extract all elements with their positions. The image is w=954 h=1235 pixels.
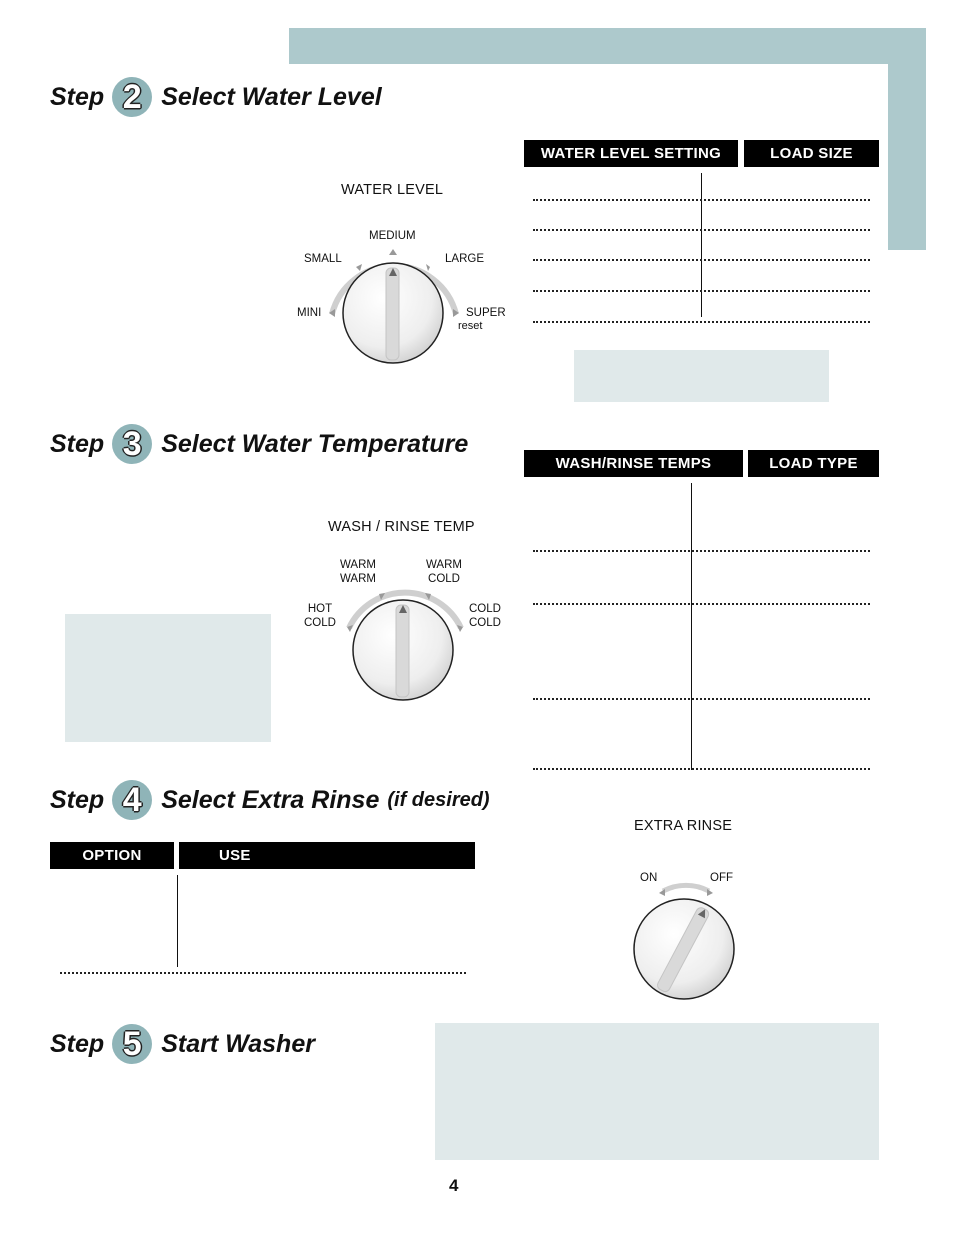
water-level-setting-header: WATER LEVEL SETTING [524, 140, 738, 167]
water-level-large-label: LARGE [445, 253, 484, 265]
step3-title: Select Water Temperature [161, 429, 469, 458]
water-table-row-line [533, 290, 870, 292]
extra-rinse-on-label: ON [640, 872, 658, 884]
water-table-row-line [533, 321, 870, 323]
step3-word: Step [50, 429, 105, 458]
water-level-small-label: SMALL [304, 253, 342, 265]
wash-rinse-dial-title: WASH / RINSE TEMP [328, 519, 475, 535]
step5-word: Step [50, 1029, 105, 1058]
page-tab-bar [289, 28, 926, 64]
water-level-note-box [574, 350, 829, 402]
step3-heading [50, 420, 468, 468]
step5-number-badge: 5 [112, 1024, 152, 1064]
hot-cold-line2: COLD [304, 616, 336, 629]
cold-cold-line1: COLD [469, 603, 501, 615]
page-number: 4 [449, 1176, 459, 1195]
step2-number-badge: 2 [112, 77, 152, 117]
hot-cold-line1: HOT [307, 603, 333, 615]
step5-title: Start Washer [161, 1029, 315, 1058]
cold-cold-line2: COLD [469, 616, 501, 629]
hot-cold-label [304, 603, 336, 630]
water-level-knob[interactable] [318, 238, 470, 370]
step2-title: Select Water Level [161, 82, 382, 111]
water-level-super-label: SUPER [466, 307, 506, 319]
temp-table-divider [691, 483, 692, 770]
use-header: USE [179, 842, 475, 869]
temp-table-row-line [533, 768, 870, 770]
step3-number-badge: 3 [112, 424, 152, 464]
wash-rinse-knob[interactable] [335, 578, 475, 704]
step2-word: Step [50, 82, 105, 111]
water-level-medium-label: MEDIUM [369, 230, 416, 242]
load-size-header: LOAD SIZE [744, 140, 879, 167]
water-table-row-line [533, 259, 870, 261]
temp-table-row-line [533, 698, 870, 700]
warm-cold-line1: WARM [426, 559, 462, 571]
step4-word: Step [50, 785, 105, 814]
water-level-reset-label: reset [458, 320, 483, 332]
page-tab-side [888, 28, 926, 250]
extra-rinse-off-label: OFF [710, 872, 733, 884]
step4-number-badge: 4 [112, 780, 152, 820]
wash-rinse-temps-header: WASH/RINSE TEMPS [524, 450, 743, 477]
step2-heading [50, 73, 382, 121]
water-table-row-line [533, 199, 870, 201]
water-table-row-line [533, 229, 870, 231]
rinse-table-row-line [60, 972, 466, 974]
step4-heading [50, 776, 490, 824]
warm-warm-line2: WARM [340, 572, 376, 585]
rinse-table-divider [177, 875, 178, 967]
extra-rinse-knob[interactable] [625, 880, 745, 1005]
warm-warm-line1: WARM [340, 559, 376, 571]
step5-heading [50, 1020, 315, 1068]
temp-table-row-line [533, 603, 870, 605]
water-level-mini-label: MINI [297, 307, 322, 319]
step4-title: Select Extra Rinse [161, 785, 380, 814]
step4-subtitle: (if desired) [387, 788, 490, 811]
extra-rinse-dial-title: EXTRA RINSE [634, 818, 733, 834]
temp-table-row-line [533, 550, 870, 552]
start-washer-note-box [435, 1023, 879, 1160]
water-level-dial-title: WATER LEVEL [341, 182, 444, 198]
warm-cold-line2: COLD [428, 572, 460, 585]
water-table-divider [701, 173, 702, 317]
option-header: OPTION [50, 842, 174, 869]
temperature-note-box [65, 614, 271, 742]
load-type-header: LOAD TYPE [748, 450, 879, 477]
